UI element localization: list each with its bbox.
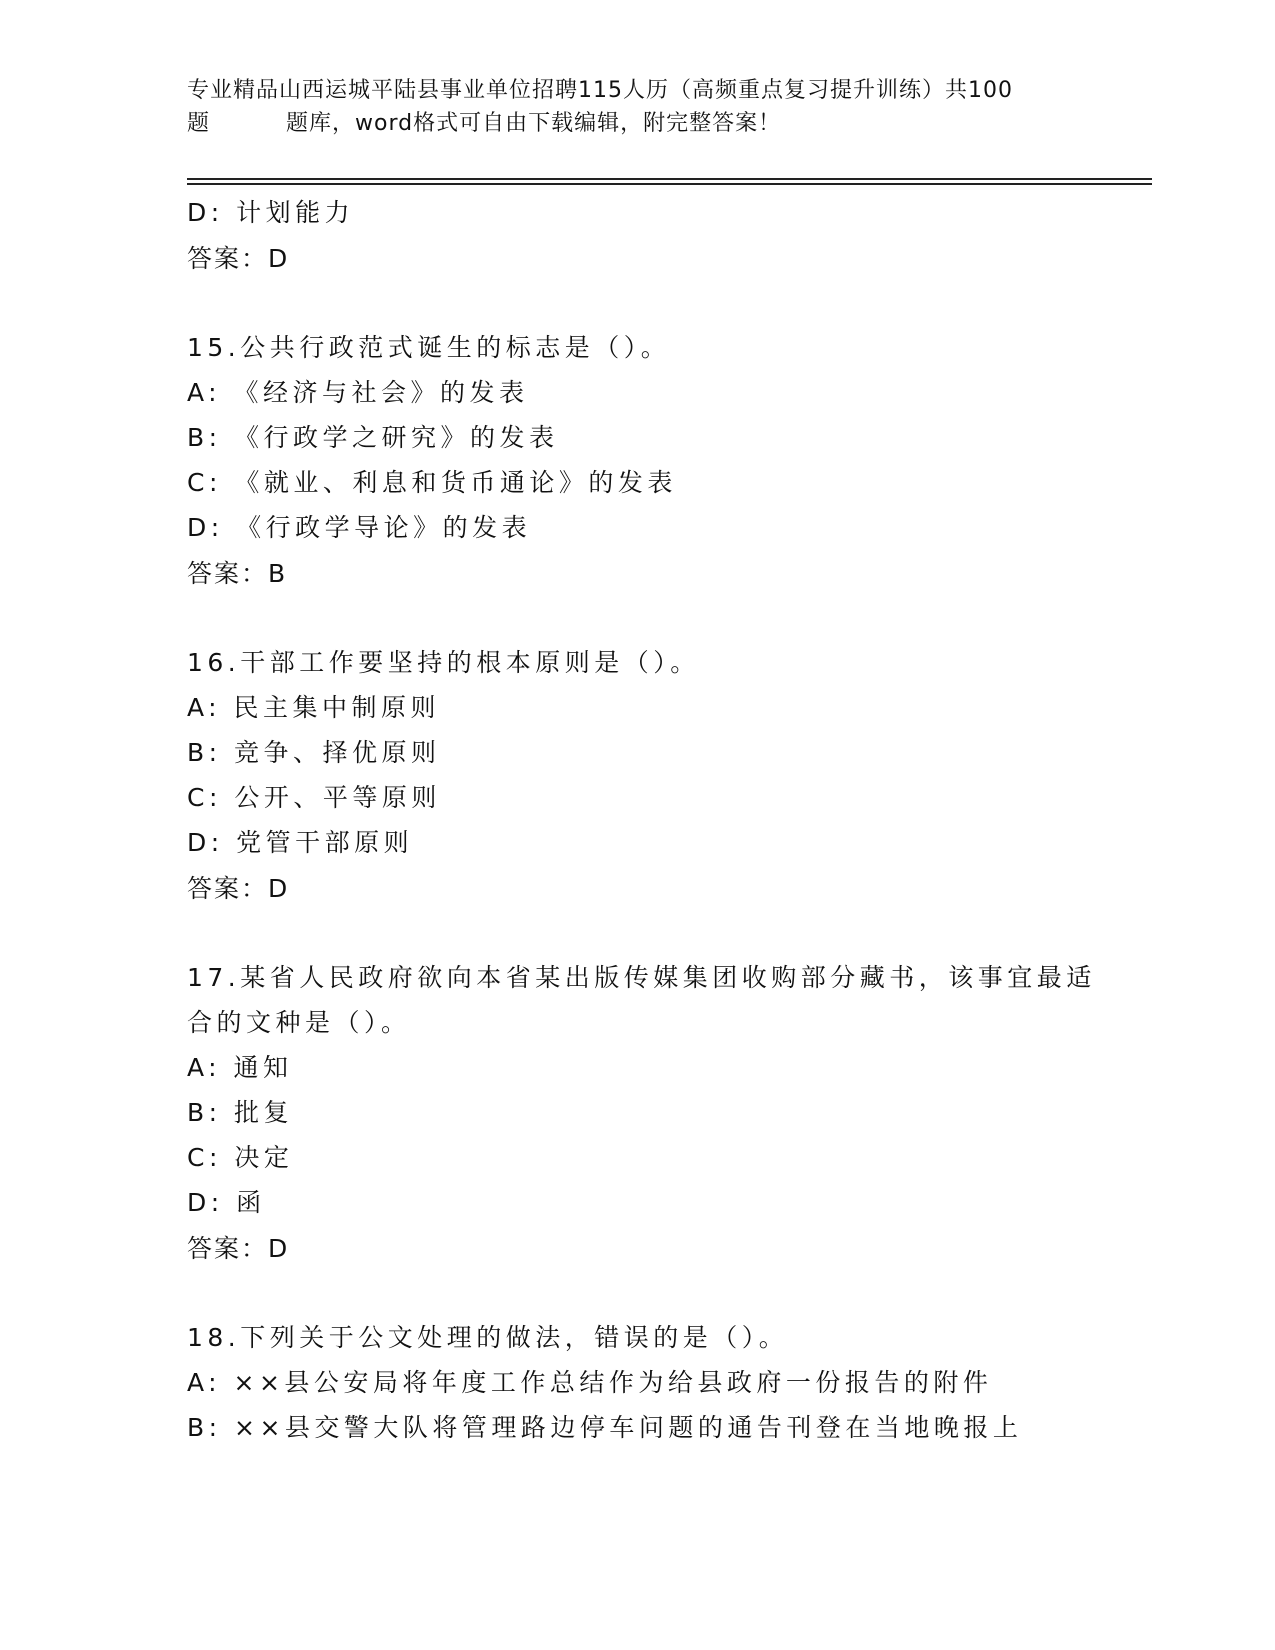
option-b: B: 竞争、择优原则 xyxy=(187,738,441,767)
header-line-2-end: 题库，word格式可自由下载编辑，附完整答案！ xyxy=(286,111,782,136)
question-stem: 18.下列关于公文处理的做法，错误的是（）。 xyxy=(187,1323,789,1352)
option-d: D: 《行政学导论》的发表 xyxy=(187,513,532,542)
prev-answer: 答案：D xyxy=(187,244,290,273)
question-stem-line-2: 合的文种是（）。 xyxy=(187,1008,411,1037)
option-b: B: ××县交警大队将管理路边停车问题的通告刊登在当地晚报上 xyxy=(187,1413,1023,1442)
header-line-2-start: 题 xyxy=(187,111,211,136)
document-body xyxy=(187,190,1096,1450)
answer: 答案：B xyxy=(187,559,288,588)
header-rule-top xyxy=(187,178,1152,180)
question-stem-line-1: 17.某省人民政府欲向本省某出版传媒集团收购部分藏书，该事宜最适 xyxy=(187,963,1096,992)
answer: 答案：D xyxy=(187,874,290,903)
header-rule-bottom xyxy=(187,183,1152,185)
prev-option-d: D: 计划能力 xyxy=(187,198,355,227)
page-header xyxy=(187,74,1087,140)
option-a: A: 《经济与社会》的发表 xyxy=(187,378,529,407)
question-17 xyxy=(187,955,1096,1272)
option-d: D: 函 xyxy=(187,1188,266,1217)
option-b: B: 《行政学之研究》的发表 xyxy=(187,423,559,452)
header-line-2 xyxy=(187,107,1087,140)
question-18 xyxy=(187,1315,1087,1450)
option-a: A: 民主集中制原则 xyxy=(187,693,441,722)
question-15 xyxy=(187,325,1087,597)
question-stem: 15.公共行政范式诞生的标志是（）。 xyxy=(187,333,671,362)
option-b: B: 批复 xyxy=(187,1098,294,1127)
option-c: C: 决定 xyxy=(187,1143,294,1172)
question-stem: 16.干部工作要坚持的根本原则是（）。 xyxy=(187,648,700,677)
option-c: C: 《就业、利息和货币通论》的发表 xyxy=(187,468,677,497)
option-d: D: 党管干部原则 xyxy=(187,828,414,857)
header-line-1: 专业精品山西运城平陆县事业单位招聘115人历（高频重点复习提升训练）共100 xyxy=(187,78,1013,103)
option-a: A: 通知 xyxy=(187,1053,293,1082)
question-16 xyxy=(187,640,1087,912)
option-a: A: ××县公安局将年度工作总结作为给县政府一份报告的附件 xyxy=(187,1368,993,1397)
option-c: C: 公开、平等原则 xyxy=(187,783,441,812)
answer: 答案：D xyxy=(187,1234,290,1263)
